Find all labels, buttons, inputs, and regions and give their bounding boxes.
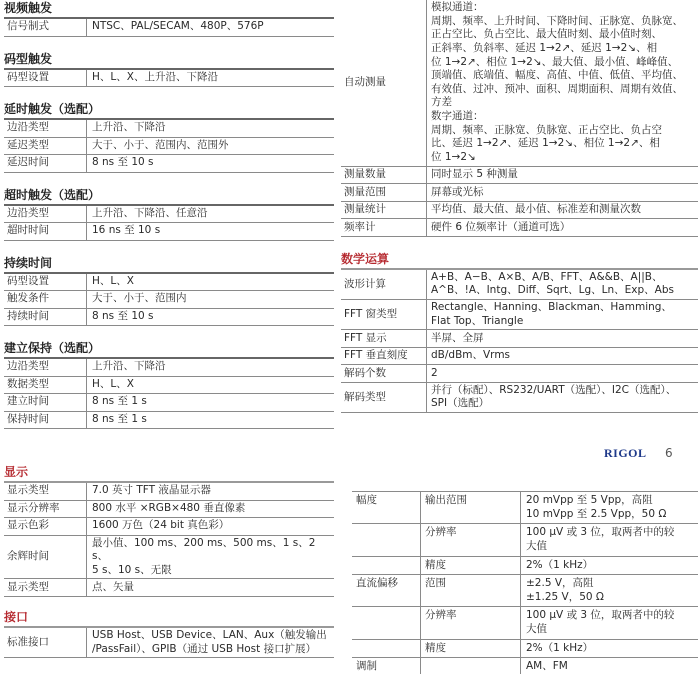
generator-value: [520, 557, 698, 575]
generator-table: [352, 491, 698, 674]
generator-row: [352, 607, 698, 639]
spec-value: [86, 501, 334, 518]
spec-row: [341, 0, 698, 167]
spec-section: [4, 255, 334, 327]
spec-row: [341, 348, 698, 366]
spec-value: [86, 628, 334, 657]
bottom-right-column: [352, 491, 698, 674]
spec-value: [426, 383, 698, 412]
spec-value: [86, 138, 334, 155]
generator-value-line: 2%（1 kHz）: [526, 641, 594, 654]
generator-value-line: AM、FM: [526, 660, 568, 673]
generator-value: [520, 575, 698, 606]
spec-value: [86, 274, 334, 291]
spec-value-line: 半屏、全屏: [431, 331, 484, 344]
measure-section: [341, 0, 698, 237]
spec-value: [426, 270, 698, 299]
spec-value-line: 7.0 英寸 TFT 液晶显示器: [92, 484, 211, 497]
spec-row: [341, 300, 698, 330]
generator-value: [520, 658, 698, 674]
spec-row: [4, 291, 334, 309]
spec-value-line: 点、矢量: [92, 580, 134, 593]
spec-key: 码型设置: [7, 274, 49, 287]
generator-row: [352, 658, 698, 674]
generator-value: [520, 607, 698, 638]
spec-value: [86, 412, 334, 429]
spec-row: [4, 309, 334, 327]
spec-section: [4, 0, 334, 37]
spec-value-line: 硬件 6 位频率计（通道可选）: [431, 220, 571, 233]
spec-row: [4, 501, 334, 519]
spec-row: [341, 167, 698, 185]
generator-subparam: 输出范围: [420, 492, 520, 523]
spec-key: 测量数量: [344, 168, 386, 181]
spec-row: [4, 19, 334, 37]
spec-row: [4, 359, 334, 377]
spec-key: 显示类型: [7, 484, 49, 497]
spec-value-line: 平均值、最大值、最小值、标准差和测量次数: [431, 203, 641, 216]
spec-key: 标准接口: [7, 635, 49, 648]
spec-value-line: 最小值、100 ms、200 ms、500 ms、1 s、2 s、: [92, 536, 316, 563]
spec-value-line: Flat Top、Triangle: [431, 314, 524, 327]
section-heading: 持续时间: [4, 255, 334, 274]
spec-key: 解码类型: [344, 390, 386, 403]
generator-value-line: ±1.25 V，50 Ω: [526, 590, 604, 603]
spec-value: [426, 300, 698, 329]
spec-section: [4, 464, 334, 597]
spec-row: [4, 394, 334, 412]
spec-section: [341, 251, 698, 413]
spec-value-line: 上升沿、下降沿、任意沿: [92, 206, 208, 219]
spec-key: 超时时间: [7, 224, 49, 237]
spec-value: [426, 202, 698, 219]
generator-row: [352, 575, 698, 607]
spec-row: [4, 223, 334, 241]
spec-section: [4, 609, 334, 658]
spec-row: [4, 274, 334, 292]
spec-value: [86, 291, 334, 308]
generator-value: [520, 524, 698, 555]
generator-value-line: 10 mVpp 至 2.5 Vpp，50 Ω: [526, 507, 667, 520]
spec-row: [341, 330, 698, 348]
spec-value-line: 周期、频率、正脉宽、负脉宽、正占空比、负占空: [431, 123, 662, 136]
spec-row: [341, 270, 698, 300]
spec-row: [341, 184, 698, 202]
spec-section: [4, 187, 334, 241]
spec-value-line: 上升沿、下降沿: [92, 121, 166, 134]
spec-value: [86, 359, 334, 376]
spec-value-line: 模拟通道：: [431, 1, 484, 13]
spec-row: [4, 579, 334, 597]
spec-row: [4, 206, 334, 224]
spec-value-line: 方差: [431, 96, 452, 109]
spec-row: [4, 628, 334, 658]
spec-value-line: 正斜率、负斜率、延迟 1→2↗、延迟 1→2↘、相: [431, 41, 658, 54]
spec-value-line: H、L、X、上升沿、下降沿: [92, 70, 218, 83]
spec-row: [341, 219, 698, 237]
spec-row: [341, 202, 698, 220]
spec-value-line: 位 1→2↗、相位 1→2↘、最大值、最小值、峰峰值、: [431, 55, 679, 68]
spec-row: [4, 536, 334, 580]
generator-value-line: 100 μV 或 3 位，取两者中的较: [526, 609, 675, 622]
spec-key: 显示色彩: [7, 519, 49, 532]
spec-value: [86, 70, 334, 87]
generator-subparam: 分辨率: [420, 524, 520, 555]
spec-value-line: 屏幕或光标: [431, 185, 484, 198]
generator-value-line: ±2.5 V，高阻: [526, 577, 594, 590]
spec-value: [426, 365, 698, 382]
spec-key: 延迟类型: [7, 138, 49, 151]
generator-param: 幅度: [356, 494, 377, 506]
generator-subparam: [420, 658, 520, 674]
spec-value-line: 数字通道：: [431, 110, 484, 123]
spec-value-line: A^B、!A、Intg、Diff、Sqrt、Lg、Ln、Exp、Abs: [431, 284, 674, 297]
spec-key: FFT 显示: [344, 331, 387, 344]
spec-value-line: Rectangle、Hanning、Blackman、Hamming、: [431, 300, 672, 313]
spec-value-line: SPI（选配）: [431, 397, 490, 410]
spec-key: 频率计: [344, 220, 376, 233]
spec-row: [4, 120, 334, 138]
spec-key: 测量范围: [344, 185, 386, 198]
generator-row: [352, 524, 698, 556]
spec-key: 波形计算: [344, 277, 386, 290]
generator-subparam: 范围: [420, 575, 520, 606]
spec-value: [86, 155, 334, 172]
spec-row: [341, 365, 698, 383]
spec-key: 延迟时间: [7, 156, 49, 169]
spec-value-line: 8 ns 至 10 s: [92, 156, 154, 169]
spec-key: 边沿类型: [7, 206, 49, 219]
spec-key: FFT 窗类型: [344, 307, 398, 320]
spec-value: [426, 330, 698, 347]
spec-key: 保持时间: [7, 412, 49, 425]
spec-value-line: 正占空比、负占空比、最大值时刻、最小值时刻、: [431, 28, 662, 41]
spec-value-line: 比、延迟 1→2↗、延迟 1→2↘、相位 1→2↗、相: [431, 137, 660, 150]
spec-row: [4, 412, 334, 430]
spec-value: [86, 394, 334, 411]
spec-value: [86, 120, 334, 137]
generator-param: [352, 607, 420, 638]
generator-subparam: 分辨率: [420, 607, 520, 638]
spec-value: [86, 536, 334, 579]
spec-key: 显示分辨率: [7, 501, 60, 514]
spec-value-line: 位 1→2↘: [431, 151, 476, 164]
spec-row: [4, 483, 334, 501]
section-heading: 建立保持（选配）: [4, 340, 334, 359]
generator-param: [352, 557, 420, 575]
spec-value-line: 大于、小于、范围内: [92, 292, 187, 305]
bottom-left-column: [4, 464, 334, 672]
spec-value-line: 顶端值、底端值、幅度、高值、中值、低值、平均值、: [431, 69, 683, 82]
spec-row: [4, 377, 334, 395]
spec-value-line: 上升沿、下降沿: [92, 360, 166, 373]
spec-value: [86, 19, 334, 36]
generator-param: [352, 640, 420, 658]
spec-key: 自动测量: [344, 76, 386, 89]
spec-value-line: 8 ns 至 1 s: [92, 395, 147, 408]
spec-value: [426, 219, 698, 236]
spec-value-line: 5 s、10 s、无限: [92, 563, 172, 576]
section-heading: 显示: [4, 464, 334, 483]
spec-key: 边沿类型: [7, 121, 49, 134]
spec-value-line: 2: [431, 366, 438, 379]
spec-value: [426, 167, 698, 184]
spec-key: 余辉时间: [7, 550, 49, 563]
spec-value-line: H、L、X: [92, 377, 134, 390]
spec-value-line: 16 ns 至 10 s: [92, 224, 161, 237]
spec-value-line: USB Host、USB Device、LAN、Aux（触发输出: [92, 628, 327, 641]
spec-value: [86, 483, 334, 500]
generator-value-line: 大值: [526, 623, 547, 636]
generator-param: [352, 524, 420, 555]
generator-value: [520, 640, 698, 658]
spec-key: 触发条件: [7, 292, 49, 305]
spec-value: [86, 206, 334, 223]
generator-subparam: 精度: [420, 557, 520, 575]
spec-key: 测量统计: [344, 203, 386, 216]
spec-value: [86, 223, 334, 240]
section-heading: 超时触发（选配）: [4, 187, 334, 206]
generator-value-line: 2%（1 kHz）: [526, 558, 594, 571]
spec-row: [4, 155, 334, 173]
generator-row: [352, 557, 698, 576]
spec-key: 建立时间: [7, 395, 49, 408]
generator-subparam: 精度: [420, 640, 520, 658]
generator-param: 直流偏移: [356, 577, 398, 590]
spec-key: 边沿类型: [7, 360, 49, 373]
section-heading: 数学运算: [341, 251, 698, 270]
spec-value-line: 1600 万色（24 bit 真色彩）: [92, 519, 230, 532]
generator-value-line: 20 mVpp 至 5 Vpp，高阻: [526, 494, 653, 506]
spec-section: [4, 340, 334, 429]
generator-row: [352, 640, 698, 659]
right-column: [341, 0, 698, 427]
spec-value-line: 并行（标配）、RS232/UART（选配）、I2C（选配）、: [431, 383, 677, 396]
spec-row: [4, 138, 334, 156]
spec-row: [4, 70, 334, 88]
section-heading: 接口: [4, 609, 334, 628]
section-heading: 码型触发: [4, 51, 334, 70]
generator-value-line: 100 μV 或 3 位，取两者中的较: [526, 526, 675, 539]
page-number: 6: [665, 446, 673, 460]
spec-value-line: NTSC、PAL/SECAM、480P、576P: [92, 20, 264, 33]
spec-value: [86, 309, 334, 326]
spec-value: [426, 348, 698, 365]
spec-value: [86, 377, 334, 394]
spec-value-line: A+B、A−B、A×B、A/B、FFT、A&&B、A||B、: [431, 270, 663, 283]
spec-key: 码型设置: [7, 70, 49, 83]
spec-key: 数据类型: [7, 377, 49, 390]
spec-key: 信号制式: [7, 20, 49, 33]
spec-value-line: 8 ns 至 1 s: [92, 412, 147, 425]
spec-key: FFT 垂直刻度: [344, 349, 408, 362]
section-heading: 视频触发: [4, 0, 334, 19]
spec-value: [86, 579, 334, 596]
generator-row: [352, 492, 698, 524]
rigol-logo: RIGOL: [604, 446, 647, 460]
generator-value: [520, 492, 698, 523]
spec-value-line: 800 水平 ×RGB×480 垂直像素: [92, 501, 246, 514]
spec-value-line: H、L、X: [92, 274, 134, 287]
spec-section: [4, 101, 334, 173]
spec-row: [341, 383, 698, 413]
spec-value: [426, 0, 698, 166]
spec-value-line: 周期、频率、上升时间、下降时间、正脉宽、负脉宽、: [431, 14, 683, 27]
spec-row: [4, 518, 334, 536]
spec-key: 显示类型: [7, 580, 49, 593]
left-column: [4, 0, 334, 443]
spec-key: 解码个数: [344, 366, 386, 379]
section-heading: 延时触发（选配）: [4, 101, 334, 120]
spec-value-line: dB/dBm、Vrms: [431, 349, 511, 362]
generator-value-line: 大值: [526, 539, 547, 552]
generator-param: 调制: [356, 660, 377, 673]
spec-value: [86, 518, 334, 535]
spec-value-line: 8 ns 至 10 s: [92, 309, 154, 322]
spec-value-line: 有效值、过冲、预冲、面积、周期面积、周期有效值、: [431, 82, 683, 95]
spec-value-line: /PassFail）、GPIB（通过 USB Host 接口扩展）: [92, 642, 317, 655]
spec-value-line: 大于、小于、范围内、范围外: [92, 138, 229, 151]
spec-section: [4, 51, 334, 88]
spec-key: 持续时间: [7, 309, 49, 322]
spec-value-line: 同时显示 5 种测量: [431, 168, 518, 181]
spec-value: [426, 184, 698, 201]
